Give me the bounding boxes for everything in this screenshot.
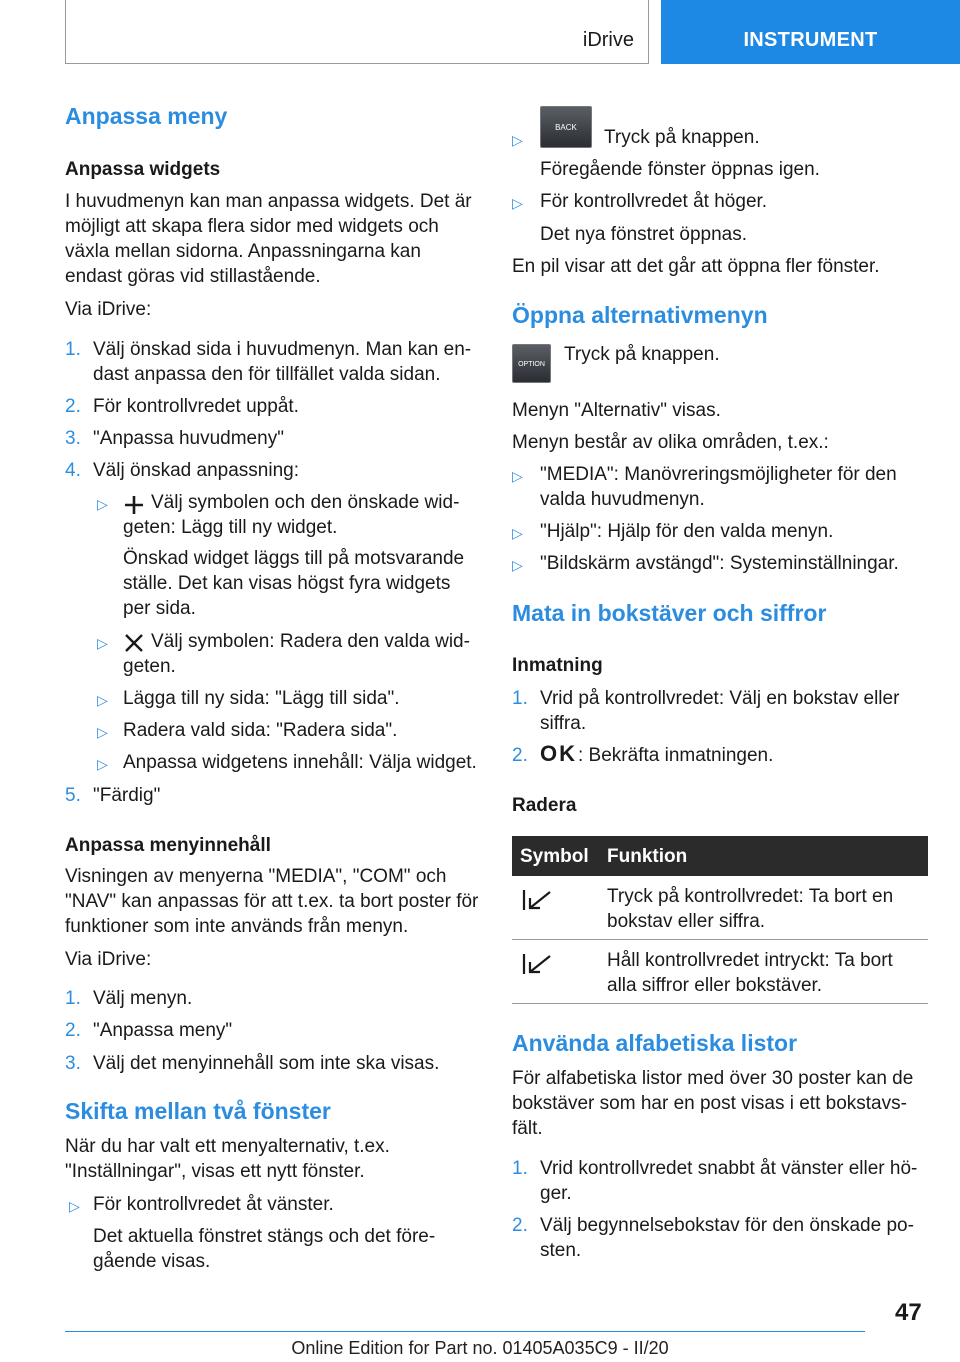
step-number: 3. — [65, 428, 81, 449]
step-number: 1. — [65, 339, 81, 360]
step-text: Välj önskad anpassning: — [93, 460, 299, 481]
bullet-text: Det aktuella fönstret stängs och det före-gående visas. — [93, 1226, 436, 1272]
page-number: 47 — [895, 1299, 922, 1326]
heading-alfabetiska-listor: Använda alfabetiska listor — [512, 1030, 798, 1056]
paragraph-menyinnehall: Visningen av menyerna "MEDIA", "COM" och "NAV" kan anpassas för att t.ex. ta bort poster för funktioner som inte används från menyn. — [65, 866, 479, 937]
table-cell-funktion: Tryck på kontrollvredet: Ta bort en bokstav eller siffra. — [607, 886, 894, 932]
via-idrive-2: Via iDrive: — [65, 949, 152, 970]
step-number: 1. — [65, 988, 81, 1009]
heading-anpassa-meny: Anpassa meny — [65, 103, 228, 129]
back-button-icon: BACK — [540, 106, 592, 148]
paragraph-skifta: När du har valt ett menyalternativ, t.ex. "Inställningar", visas ett nytt fönster. — [65, 1136, 390, 1182]
arrow-note: En pil visar att det går att öppna fler fönster. — [512, 256, 880, 277]
via-idrive-1: Via iDrive: — [65, 299, 152, 320]
step-text: Välj menyn. — [93, 988, 193, 1009]
right-result: Det nya fönstret öppnas. — [540, 224, 748, 245]
table-row — [512, 876, 928, 940]
radera-table — [512, 836, 928, 1004]
heading-anpassa-widgets: Anpassa widgets — [65, 159, 221, 180]
alt-paragraph-2: Menyn består av olika områden, t.ex.: — [512, 432, 829, 453]
header-chapter-tab — [661, 0, 960, 64]
bullet-triangle-icon: ▷ — [97, 635, 108, 651]
sub-item-text: Lägga till ny sida: "Lägg till sida". — [123, 688, 400, 709]
heading-mata-in: Mata in bokstäver och siffror — [512, 600, 827, 626]
step-number: 1. — [512, 1158, 528, 1179]
step-number: 2. — [65, 1020, 81, 1041]
ok-symbol-icon: OK — [540, 741, 577, 766]
table-header-funktion: Funktion — [607, 846, 688, 867]
backspace-arrow-icon — [520, 888, 554, 912]
step-text: Vrid på kontrollvredet: Välj en bokstav eller siffra. — [540, 688, 900, 734]
footer-divider — [65, 1331, 865, 1332]
bullet-triangle-icon: ▷ — [512, 195, 523, 211]
table-cell-funktion: Håll kontrollvredet intryckt: Ta bort alla siffror eller bokstäver. — [607, 950, 893, 996]
option-instruction: Tryck på knappen. — [564, 344, 720, 365]
step-number: 2. — [512, 745, 528, 766]
back-instruction: Tryck på knappen. — [604, 127, 760, 148]
heading-skifta: Skifta mellan två fönster — [65, 1098, 331, 1124]
header-chapter-label: INSTRUMENT — [743, 29, 878, 51]
alt-paragraph-1: Menyn "Alternativ" visas. — [512, 400, 721, 421]
sub-item-text: Önskad widget läggs till på motsvarande ställe. Det kan visas högst fyra widgets per sida. — [123, 548, 465, 619]
bullet-text: För kontrollvredet åt vänster. — [93, 1194, 334, 1215]
step-number: 5. — [65, 785, 81, 806]
sub-item-text: Välj symbolen och den önskade wid-geten: Lägg till ny widget. — [123, 492, 460, 538]
bullet-triangle-icon: ▷ — [512, 557, 523, 573]
step-text: Vrid kontrollvredet snabbt åt vänster eller hö-ger. — [540, 1158, 918, 1204]
bullet-triangle-icon: ▷ — [69, 1198, 80, 1214]
header-section-label: iDrive — [582, 29, 634, 51]
step-text: "Färdig" — [93, 785, 161, 806]
step-number: 2. — [65, 396, 81, 417]
bullet-triangle-icon: ▷ — [512, 132, 523, 148]
bullet-triangle-icon: ▷ — [97, 756, 108, 772]
backspace-arrow-icon — [520, 952, 554, 976]
step-text: Välj önskad sida i huvudmenyn. Man kan en-dast anpassa den för tillfället valda sidan. — [93, 339, 472, 385]
option-button-icon: OPTION — [512, 344, 551, 383]
step-number: 2. — [512, 1215, 528, 1236]
header-section-box — [65, 0, 649, 64]
sub-item-text: Anpassa widgetens innehåll: Välja widget. — [123, 752, 477, 773]
step-number: 3. — [65, 1053, 81, 1074]
table-header — [512, 836, 928, 876]
table-row — [512, 940, 928, 1004]
step-number: 4. — [65, 460, 81, 481]
step-text: Välj det menyinnehåll som inte ska visas. — [93, 1053, 440, 1074]
heading-alternativmenyn: Öppna alternativmenyn — [512, 302, 768, 328]
paragraph-alfabetiska: För alfabetiska listor med över 30 poster kan de bokstäver som har en post visas i ett bokstavs-fält. — [512, 1068, 914, 1139]
step-text: : Bekräfta inmatningen. — [578, 745, 774, 766]
step-number: 1. — [512, 688, 528, 709]
bullet-triangle-icon: ▷ — [97, 692, 108, 708]
paragraph-widgets: I huvudmenyn kan man anpassa widgets. Det är möjligt att skapa flera sidor med widgets och växla mellan sidorna. Anpassningarna kan endast göras vid stillastående. — [65, 191, 472, 287]
bullet-text: "MEDIA": Manövreringsmöjligheter för den valda huvudmenyn. — [540, 464, 897, 510]
step-text: Välj begynnelsebokstav för den önskade po-sten. — [540, 1215, 914, 1261]
bullet-text: "Hjälp": Hjälp för den valda menyn. — [540, 521, 834, 542]
step-text: "Anpassa huvudmeny" — [93, 428, 284, 449]
bullet-triangle-icon: ▷ — [512, 525, 523, 541]
bullet-triangle-icon: ▷ — [97, 724, 108, 740]
bullet-triangle-icon: ▷ — [97, 496, 108, 512]
back-result: Föregående fönster öppnas igen. — [540, 159, 820, 180]
step-text: "Anpassa meny" — [93, 1020, 233, 1041]
heading-inmatning: Inmatning — [512, 655, 603, 676]
sub-item-text: Radera vald sida: "Radera sida". — [123, 720, 398, 741]
heading-anpassa-menyinnehall: Anpassa menyinnehåll — [65, 835, 271, 856]
heading-radera: Radera — [512, 795, 577, 816]
step-text: För kontrollvredet uppåt. — [93, 396, 299, 417]
footer-edition: Online Edition for Part no. 01405A035C9 - II/20 — [291, 1338, 669, 1358]
bullet-triangle-icon: ▷ — [512, 468, 523, 484]
bullet-text: "Bildskärm avstängd": Systeminställningar. — [540, 553, 899, 574]
table-header-symbol: Symbol — [520, 846, 589, 867]
sub-item-text: Välj symbolen: Radera den valda wid-geten. — [123, 631, 470, 677]
right-instruction: För kontrollvredet åt höger. — [540, 191, 768, 212]
